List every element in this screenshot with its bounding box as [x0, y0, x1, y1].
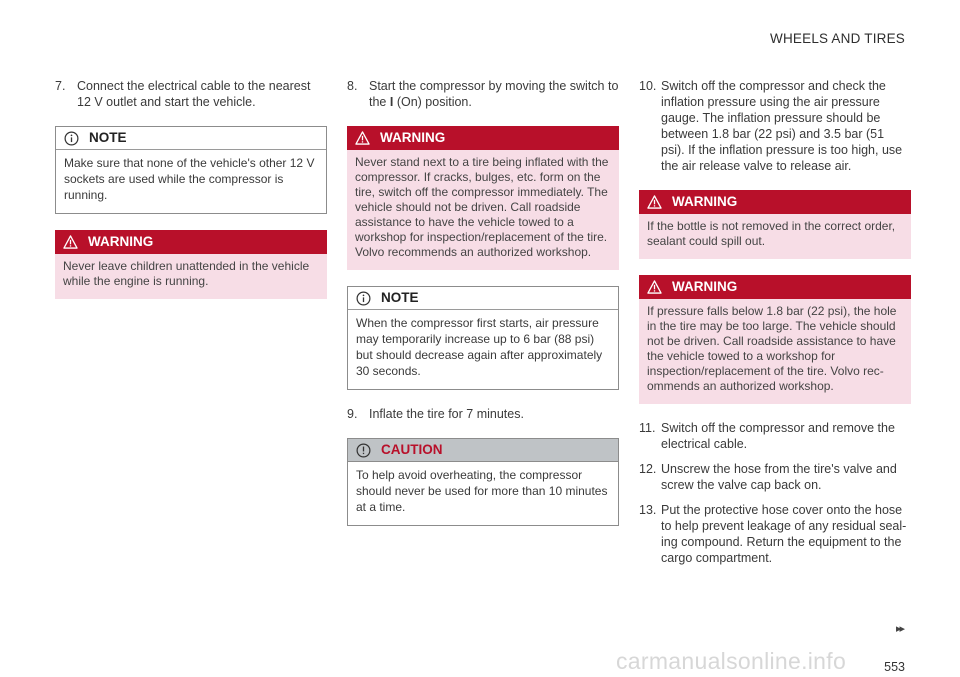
- note-title: NOTE: [89, 130, 127, 145]
- warning-title: WARNING: [380, 130, 446, 145]
- warning-triangle-icon: [647, 195, 662, 209]
- warning-box: [639, 275, 911, 404]
- caution-header: [348, 439, 618, 462]
- step-number: 13.: [639, 503, 657, 517]
- watermark: carmanualsonline.info: [616, 648, 847, 674]
- step-text: Switch off the compressor and remove the electrical cable.: [661, 421, 895, 451]
- step-number: 12.: [639, 462, 657, 476]
- page-number: 553: [884, 660, 905, 674]
- warning-text: If the bottle is not removed in the correct order, sealant could spill out.: [639, 214, 911, 259]
- caution-box: [347, 438, 619, 526]
- warning-box: [347, 126, 619, 270]
- continue-arrows-icon: ▸▸: [895, 623, 903, 635]
- step-text: [369, 78, 619, 110]
- warning-title: WARNING: [88, 234, 154, 249]
- step-text: Inflate the tire for 7 minutes.: [369, 407, 524, 421]
- warning-triangle-icon: [647, 280, 662, 294]
- section-title: WHEELS AND TIRES: [770, 31, 905, 46]
- note-box: [55, 126, 327, 214]
- step-11: [639, 420, 911, 452]
- info-circle-icon: [356, 291, 371, 306]
- step-number: 8.: [347, 79, 358, 93]
- note-text: When the compressor first starts, air pressure may temporarily increase up to 6 bar (88 psi) but should decrease again after approximately 30 seconds.: [348, 310, 618, 389]
- caution-title: CAUTION: [381, 442, 443, 457]
- step-9: [347, 406, 619, 422]
- step-13: [639, 502, 911, 566]
- step-text: Switch off the compressor and check the inflation pressure using the air pressure gauge. The inflation pressure should be between 1.8 bar (22 psi) and 3.5 bar (51 psi). If the inflation pressure is too high, use the air release valve to release air.: [661, 79, 903, 173]
- exclamation-circle-icon: [356, 443, 371, 458]
- caution-text: To help avoid overheating, the compressor should never be used for more than 10 minutes at a time.: [348, 462, 618, 525]
- info-circle-icon: [64, 131, 79, 146]
- step-7: [55, 78, 327, 110]
- warning-header: [639, 275, 911, 299]
- switch-label: I: [389, 95, 394, 109]
- note-header: [348, 287, 618, 310]
- step-number: 11.: [639, 421, 656, 435]
- step-text: Put the protective hose cover onto the hose to help prevent leakage of any residual sealing compound. Return the equipment to the cargo compartment.: [661, 503, 907, 565]
- step-number: 7.: [55, 79, 66, 93]
- note-box: [347, 286, 619, 390]
- column-3: [639, 78, 911, 575]
- step-number: 9.: [347, 407, 358, 421]
- warning-header: [347, 126, 619, 150]
- step-10: [639, 78, 911, 174]
- column-2: [347, 78, 619, 542]
- step-12: [639, 461, 911, 493]
- warning-text: Never stand next to a tire being inflated with the compressor. If cracks, bulges, etc. form on the tire, switch off the compressor immediately. The vehicle should not be driven. Call roadside assistance to have the vehicle towed to a workshop for inspection/replacement of the tire. Volvo recommends an authorized workshop.: [347, 150, 619, 270]
- warning-box: [639, 190, 911, 259]
- note-header: [56, 127, 326, 150]
- note-title: NOTE: [381, 290, 419, 305]
- warning-title: WARNING: [672, 279, 738, 294]
- warning-header: [55, 230, 327, 254]
- step-8: [347, 78, 619, 110]
- step-text: Connect the electrical cable to the nearest 12 V outlet and start the vehicle.: [77, 79, 311, 109]
- warning-text: Never leave children unattended in the vehicle while the engine is running.: [55, 254, 327, 299]
- step-text: Unscrew the hose from the tire's valve and screw the valve cap back on.: [661, 462, 897, 492]
- warning-triangle-icon: [355, 131, 370, 145]
- step-text-after: (On) position.: [393, 95, 472, 109]
- step-text-before: Start the compressor by moving the switch to the: [369, 79, 619, 109]
- note-text: Make sure that none of the vehicle's other 12 V sockets are used while the compressor is running.: [56, 150, 326, 213]
- warning-header: [639, 190, 911, 214]
- warning-title: WARNING: [672, 194, 738, 209]
- warning-triangle-icon: [63, 235, 78, 249]
- step-number: 10.: [639, 79, 657, 93]
- column-1: [55, 78, 327, 315]
- warning-box: [55, 230, 327, 299]
- warning-text: If pressure falls below 1.8 bar (22 psi), the hole in the tire may be too large. The vehicle should not be driven. Call roadside assistance to have the vehicle towed to a workshop for inspection/replacement of the tire. Volvo recommends an authorized workshop.: [639, 299, 911, 404]
